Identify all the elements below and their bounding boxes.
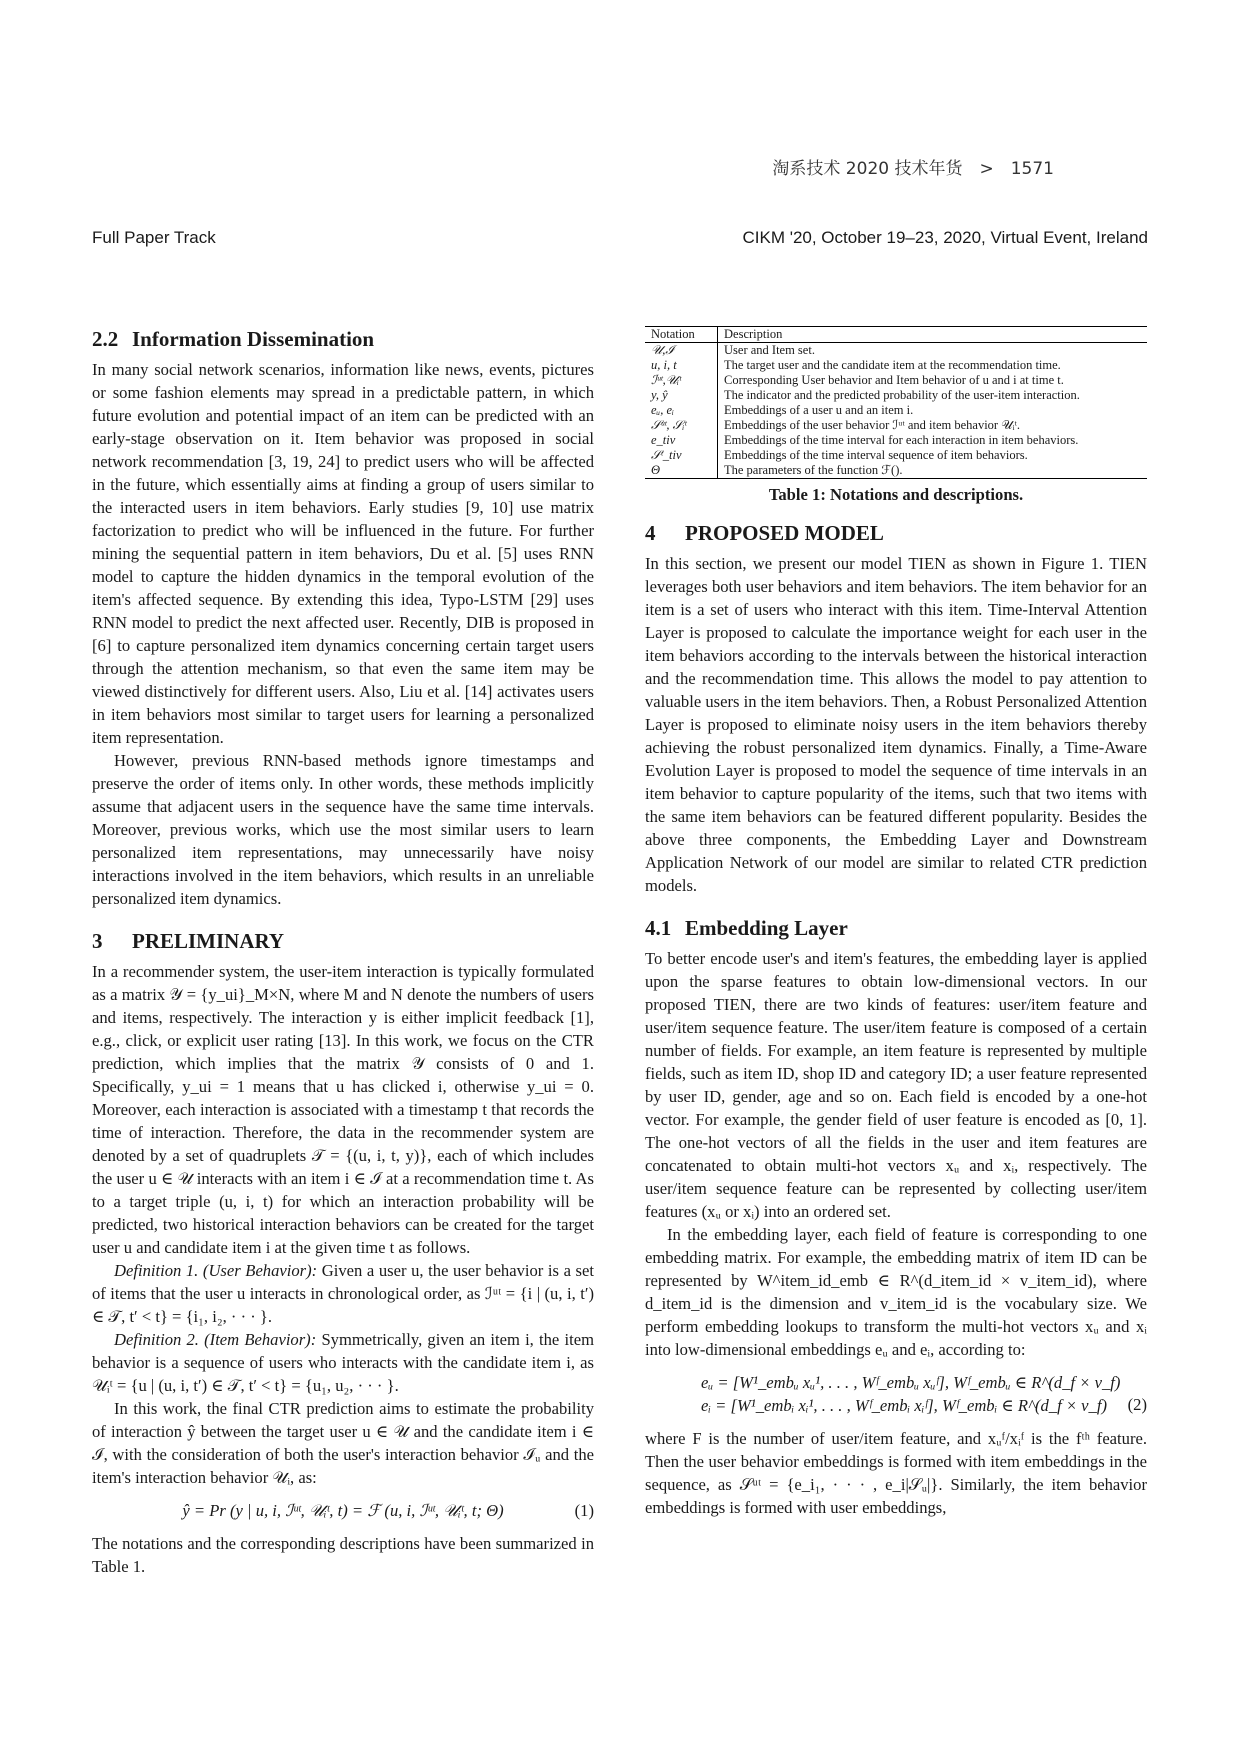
table-row	[645, 403, 1147, 418]
paragraph: where F is the number of user/item feature, and xᵤᶠ/xᵢᶠ is the fᵗʰ feature. Then the user behavior embeddings is formed with item embeddings in the sequence, as 𝒮ᵘᵗ = {e_i₁, · · · , e_i|𝒮ᵤ|}. Similarly, the item behavior embeddings is formed with user embeddings,	[645, 1429, 1147, 1517]
definition-label: Definition 2. (Item Behavior):	[114, 1330, 317, 1349]
table-row	[645, 433, 1147, 448]
table-cell: u, i, t	[645, 358, 718, 373]
top-running-line: 淘系技术 2020 技术年货 > 1571	[772, 159, 1054, 179]
section-number: 2.2	[92, 327, 119, 351]
equation-body: ŷ = Pr (y | u, i, ℐᵘᵗ, 𝒰ᵢᵗ, t) = ℱ (u, i, ℐᵘᵗ, 𝒰ᵢᵗ, t; Θ)	[182, 1501, 504, 1520]
track-label: Full Paper Track	[92, 228, 216, 247]
table-cell: User and Item set.	[724, 343, 815, 357]
section-4-1-heading	[645, 915, 1147, 941]
section-title: PRELIMINARY	[132, 929, 285, 953]
table-cell: e_tiv	[645, 433, 718, 448]
equation-2	[645, 1371, 1147, 1417]
table-cell: 𝒮ᵗ_tiv	[645, 448, 718, 463]
table-row	[645, 373, 1147, 388]
section-4-heading	[645, 520, 1147, 546]
section-number: 3	[92, 929, 103, 953]
table-cell: Θ	[645, 463, 718, 479]
left-column	[92, 326, 594, 1578]
table-cell: The indicator and the predicted probability of the user-item interaction.	[724, 388, 1080, 402]
definition-text: Symmetrically, given an item i, the item behavior is a sequence of users who interacts with the candidate item i, as 𝒰ᵢᵗ = {u | (u, i, t′) ∈ 𝒯, t′ < t} = {u₁, u₂, · · · }.	[92, 1330, 594, 1395]
table-header-cell: Description	[724, 327, 783, 341]
table-header-cell: Notation	[645, 327, 718, 343]
table-cell: The target user and the candidate item at the recommendation time.	[724, 358, 1061, 372]
paragraph: In this work, the final CTR prediction aims to estimate the probability of interaction ŷ between the target user u ∈ 𝒰 and the candidate item i ∈ ℐ, with the consideration of both the user's interaction behavior ℐᵤ and the item's interaction behavior 𝒰ᵢ, as:	[92, 1399, 594, 1487]
table-cell: Embeddings of the time interval sequence of item behaviors.	[724, 448, 1028, 462]
definition-2	[92, 1328, 594, 1397]
paragraph: In this section, we present our model TIEN as shown in Figure 1. TIEN leverages both user behaviors and item behaviors. The item behavior for an item is a set of users who interact with this item. Time-Interval Attention Layer is proposed to calculate the importance weight for each user in the item behaviors according to the intervals between the historical interaction and the recommendation time. This allows the model to pay attention to valuable users in the item behaviors. Then, a Robust Personalized Attention Layer is proposed to eliminate noisy users in the item behaviors thereby achieving the robust personalized item dynamics. Finally, a Time-Aware Evolution Layer is proposed to model the sequence of time intervals in an item behavior to capture popularity of the items, such that two items with the same item behaviors can be featured different popularity. Besides the above three components, the Embedding Layer and Downstream Application Network of our model are similar to related CTR prediction models.	[645, 554, 1148, 895]
section-title: Embedding Layer	[685, 916, 848, 940]
section-3-heading	[92, 928, 594, 954]
table-row	[645, 448, 1147, 463]
paragraph: To better encode user's and item's features, the embedding layer is applied upon the sparse features to obtain low-dimensional vectors. In our proposed TIEN, there are two kinds of features: user/item feature and user/item sequence feature. The user/item feature is composed of a certain number of fields. For example, an item feature is represented by multiple fields, such as item ID, shop ID and category ID; a user feature represented by user ID, gender, age and so on. Each field is encoded by a one-hot vector. For example, the gender field of user feature is encoded as [0, 1]. The one-hot vectors of all the fields in the user and item features are concatenated to obtain multi-hot vectors xᵤ and xᵢ, respectively. The user/item sequence feature can be represented by collecting user/item features (xᵤ or xᵢ) into an ordered set.	[645, 949, 1147, 1221]
equation-number: (2)	[1127, 1395, 1147, 1414]
section-number: 4.1	[645, 916, 672, 940]
table-cell: Embeddings of the user behavior ℐᵘᵗ and item behavior 𝒰ᵢᵗ.	[724, 418, 1021, 432]
table-cell: eᵤ, eᵢ	[645, 403, 718, 418]
definition-label: Definition 1. (User Behavior):	[114, 1261, 318, 1280]
section-number: 4	[645, 521, 656, 545]
table-cell: Embeddings of a user u and an item i.	[724, 403, 914, 417]
table-header-row	[645, 327, 1147, 343]
paragraph: In many social network scenarios, information like news, events, pictures or some fashion elements may spread in a predictable pattern, in which future evolution and potential impact of an item can be predicted with an early-stage observation on it. Item behavior was proposed in social network recommendation [3, 19, 24] to predict users who will be affected in the future, which essentially aims at finding a group of users similar to the interacted users in item behaviors. Early studies [9, 10] use matrix factorization to predict who will be influenced in the future. For further mining the sequential pattern in item behaviors, Du et al. [5] uses RNN model to capture the hidden dynamics in the temporal evolution of the item's affected sequence. By extending this idea, Typo-LSTM [29] uses RNN model to predict the next affected user. Recently, DIB is proposed in [6] to capture personalized item dynamics concerning certain target users through the attention mechanism, so that even the same item may be viewed distinctively for different users. Also, Liu et al. [14] activates users in item behaviors most similar to target users for learning a personalized item representation.	[92, 360, 594, 747]
table-row	[645, 418, 1147, 433]
equation-1	[92, 1499, 594, 1522]
paragraph: In a recommender system, the user-item interaction is typically formulated as a matrix 𝒴 = {y_ui}_M×N, where M and N denote the numbers of users and items, respectively. The interaction y is either implicit feedback [1], e.g., click, or explicit user rating [13]. In this work, we focus on the CTR prediction, which implies that the matrix 𝒴 consists of 0 and 1. Specifically, y_ui = 1 means that u has clicked i, otherwise y_ui = 0. Moreover, each interaction is associated with a timestamp t that records the time of interaction. Therefore, the data in the recommender system are denoted by a set of quadruplets 𝒯 = {(u, i, t, y)}, each of which includes the user u ∈ 𝒰 interacts with an item i ∈ ℐ at a recommendation time t. As to a target triple (u, i, t) for which an interaction probability will be predicted, two historical interaction behaviors can be created for the target user u and candidate item i at the given time t as follows.	[92, 962, 594, 1257]
equation-line: eᵤ = [W¹_embᵤ xᵤ¹, . . . , Wᶠ_embᵤ xᵤᶠ], Wᶠ_embᵤ ∈ R^(d_f × v_f)	[701, 1373, 1121, 1392]
section-2-2-heading	[92, 326, 594, 352]
table-cell: Embeddings of the time interval for each interaction in item behaviors.	[724, 433, 1079, 447]
table-cell: y, ŷ	[645, 388, 718, 403]
table-cell: 𝒰,ℐ	[645, 343, 718, 359]
definition-text: Given a user u, the user behavior is a set of items that the user u interacts in chronological order, as ℐᵘᵗ = {i | (u, i, t′) ∈ 𝒯, t′ < t} = {i₁, i₂, · · · }.	[92, 1261, 594, 1326]
definition-1	[92, 1259, 594, 1328]
section-title: PROPOSED MODEL	[685, 521, 884, 545]
paragraph: The notations and the corresponding descriptions have been summarized in Table 1.	[92, 1534, 594, 1576]
table-row	[645, 463, 1147, 479]
paragraph: In the embedding layer, each field of feature is corresponding to one embedding matrix. For example, the embedding matrix of item ID can be represented by W^item_id_emb ∈ R^(d_item_id × v_item_id), where d_item_id is the dimension and v_item_id is the vocabulary size. We perform embedding lookups to transform the multi-hot vectors xᵤ and xᵢ into low-dimensional embeddings eᵤ and eᵢ, according to:	[645, 1225, 1147, 1359]
right-column	[645, 326, 1147, 1519]
equation-number: (1)	[574, 1501, 594, 1520]
equation-line: eᵢ = [W¹_embᵢ xᵢ¹, . . . , Wᶠ_embᵢ xᵢᶠ], Wᶠ_embᵢ ∈ R^(d_f × v_f)	[701, 1396, 1107, 1415]
conference-label: CIKM '20, October 19–23, 2020, Virtual Event, Ireland	[742, 228, 1148, 247]
table-cell: 𝒮ᵘᵗ, 𝒮ᵢᵗ	[645, 418, 718, 433]
table-cell: The parameters of the function ℱ().	[724, 463, 903, 477]
table-cell: Corresponding User behavior and Item behavior of u and i at time t.	[724, 373, 1064, 387]
table-caption: Table 1: Notations and descriptions.	[768, 485, 1024, 504]
paragraph: However, previous RNN-based methods ignore timestamps and preserve the order of items only. In other words, these methods implicitly assume that adjacent users in the sequence have the same time intervals. Moreover, previous works, which use the most similar users to learn personalized item representations, may unnecessarily have noisy interactions involved in the item behaviors, which results in an unreliable personalized item dynamics.	[92, 751, 594, 908]
table-row	[645, 343, 1147, 359]
table-row	[645, 358, 1147, 373]
section-title: Information Dissemination	[132, 327, 375, 351]
table-row	[645, 388, 1147, 403]
notation-table	[645, 326, 1147, 479]
table-cell: ℐᵘᵗ,𝒰ᵢᵗ	[645, 373, 718, 388]
